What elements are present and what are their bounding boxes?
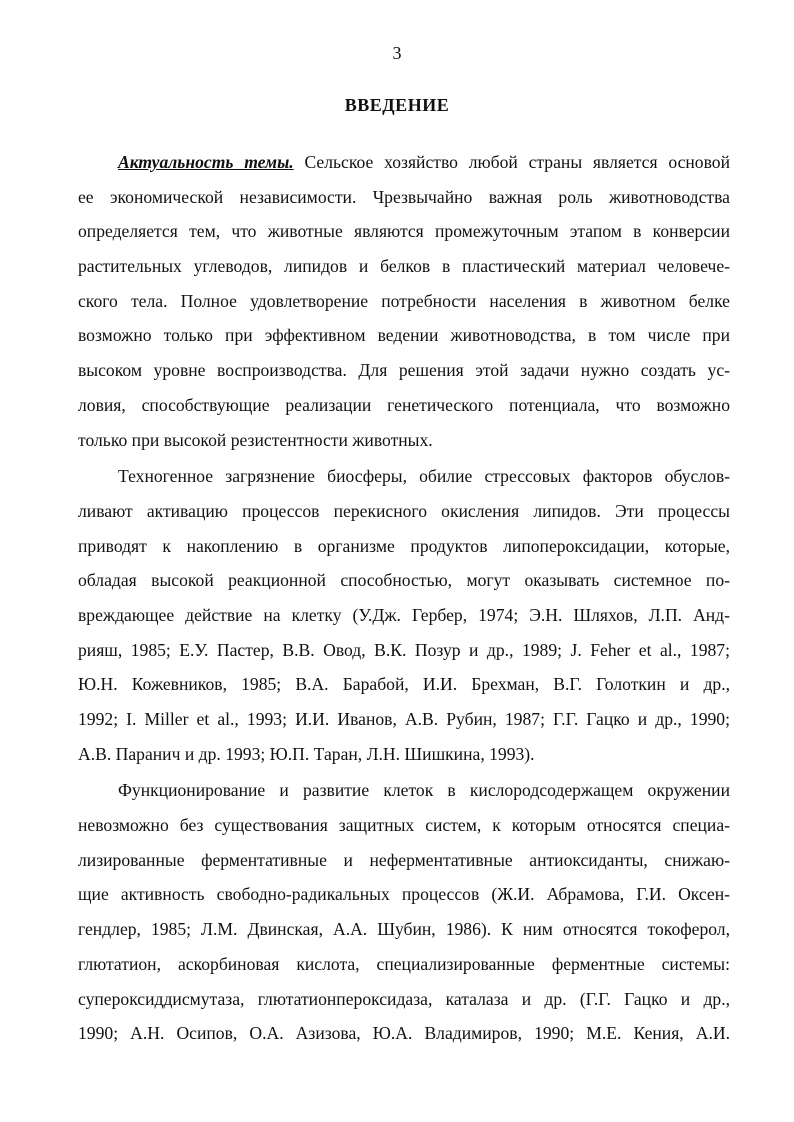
text-line: растительных углеводов, липидов и белков в пластический материал человече- bbox=[78, 256, 730, 277]
page-number: 3 bbox=[392, 43, 402, 63]
text-line: А.В. Паранич и др. 1993; Ю.П. Таран, Л.Н. Шишкина, 1993). bbox=[78, 743, 535, 764]
paragraph-antioxidants bbox=[78, 776, 730, 1054]
text-line: возможно только при эффективном ведении животноводства, в том числе при bbox=[78, 325, 730, 346]
text-line: ловия, способствующие реализации генетического потенциала, что возможно bbox=[78, 394, 730, 415]
text-line: высоком уровне воспроизводства. Для решения этой задачи нужно создать ус- bbox=[78, 360, 730, 381]
paragraph-pollution bbox=[78, 462, 730, 774]
text-line: гендлер, 1985; Л.М. Двинская, А.А. Шубин, 1986). К ним относятся токоферол, bbox=[78, 919, 730, 940]
line-text: Сельское хозяйство любой страны является основой bbox=[293, 152, 730, 172]
text-line: супероксиддисмутаза, глютатионпероксидаза, каталаза и др. (Г.Г. Гацко и др., bbox=[78, 988, 730, 1009]
text-line: обладая высокой реакционной способностью, могут оказывать системное по- bbox=[78, 570, 730, 591]
text-line: Функционирование и развитие клеток в кислородсодержащем окружении bbox=[118, 780, 730, 801]
text-line: невозможно без существования защитных систем, к которым относятся специа- bbox=[78, 815, 730, 836]
text-line: приводят к накоплению в организме продуктов липопероксидации, которые, bbox=[78, 535, 730, 556]
text-line: вреждающее действие на клетку (У.Дж. Гербер, 1974; Э.Н. Шляхов, Л.П. Анд- bbox=[78, 604, 730, 625]
section-lead: Актуальность темы. bbox=[118, 152, 294, 172]
text-line: определяется тем, что животные являются промежуточным этапом в конверсии bbox=[78, 221, 730, 242]
text-line: 1992; I. Miller et al., 1993; И.И. Иванов, А.В. Рубин, 1987; Г.Г. Гацко и др., 1990; bbox=[78, 709, 730, 729]
text-line: рияш, 1985; Е.У. Пастер, В.В. Овод, В.К. Позур и др., 1989; J. Feher et al., 1987; bbox=[78, 639, 730, 660]
text-line: щие активность свободно-радикальных процессов (Ж.И. Абрамова, Г.И. Оксен- bbox=[78, 884, 730, 905]
text-line bbox=[78, 148, 730, 183]
text-line: лизированные ферментативные и неферментативные антиоксиданты, снижаю- bbox=[78, 849, 730, 870]
text-line: только при высокой резистентности животных. bbox=[78, 429, 433, 450]
text-line: ее экономической независимости. Чрезвычайно важная роль животноводства bbox=[78, 186, 730, 207]
text-line: Ю.Н. Кожевников, 1985; В.А. Барабой, И.И. Брехман, В.Г. Голоткин и др., bbox=[78, 674, 730, 695]
text-line: Техногенное загрязнение биосферы, обилие стрессовых факторов обуслов- bbox=[118, 466, 730, 487]
paragraph-relevance bbox=[78, 148, 730, 460]
text-line: ского тела. Полное удовлетворение потребности населения в животном белке bbox=[78, 290, 730, 311]
page-title: ВВЕДЕНИЕ bbox=[344, 95, 450, 115]
text-line: глютатион, аскорбиновая кислота, специализированные ферментные системы: bbox=[78, 953, 730, 974]
text-line: 1990; А.Н. Осипов, О.А. Азизова, Ю.А. Владимиров, 1990; М.Е. Кения, А.И. bbox=[78, 1023, 730, 1044]
text-line: ливают активацию процессов перекисного окисления липидов. Эти процессы bbox=[78, 500, 730, 521]
document-body bbox=[78, 148, 730, 1054]
